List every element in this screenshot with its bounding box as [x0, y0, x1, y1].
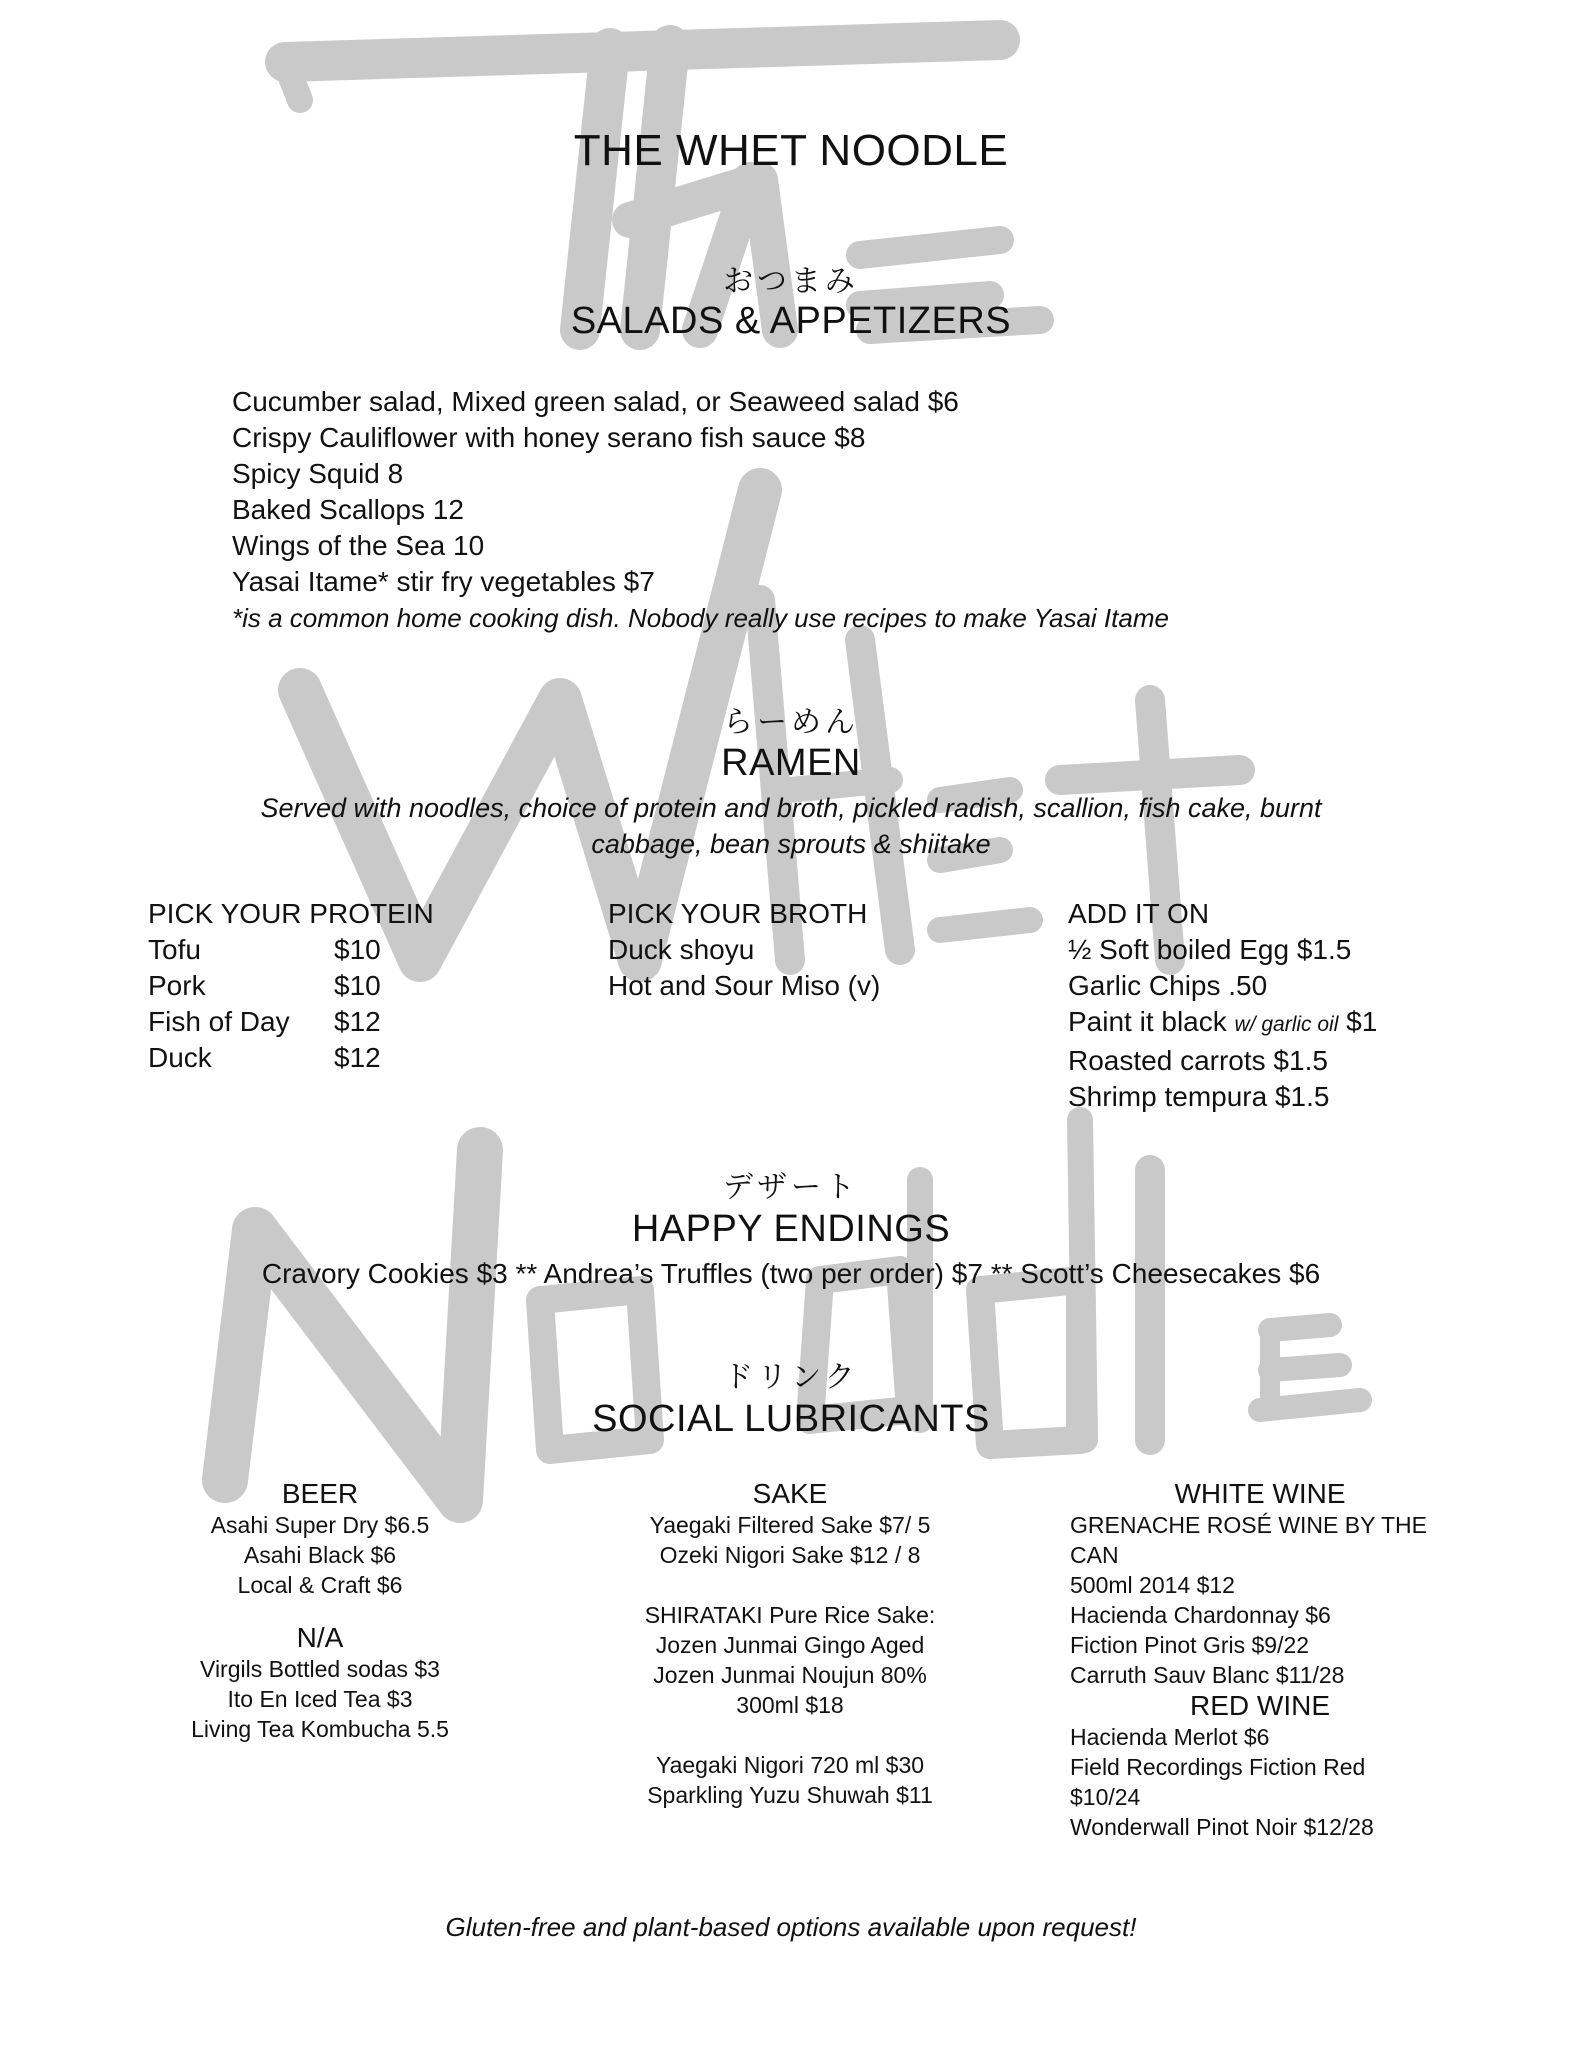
drinks-heading: SOCIAL LUBRICANTS	[592, 1398, 990, 1440]
protein-price: $10	[334, 970, 381, 1001]
red-wine-heading: RED WINE	[1190, 1690, 1330, 1721]
appetizer-item: Cucumber salad, Mixed green salad, or Seaweed salad $6	[232, 386, 959, 417]
white-wine-item: 500ml 2014 $12	[1070, 1572, 1235, 1598]
addon-item	[1068, 1004, 1528, 1043]
protein-row	[148, 968, 548, 1004]
sake-item: Sparkling Yuzu Shuwah $11	[647, 1782, 933, 1808]
wine-column	[1070, 1478, 1450, 1842]
protein-price: $10	[334, 934, 381, 965]
footer-note: Gluten-free and plant-based options available upon request!	[445, 1912, 1137, 1942]
ramen-heading: RAMEN	[721, 742, 861, 784]
appetizers-jp-heading: おつまみ	[723, 264, 859, 299]
addons-heading: ADD IT ON	[1068, 898, 1210, 929]
red-wine-item: $10/24	[1070, 1784, 1141, 1810]
sake-heading: SAKE	[752, 1478, 828, 1509]
sake-column	[610, 1478, 970, 1810]
broth-heading: PICK YOUR BROTH	[608, 898, 868, 929]
appetizer-item: Spicy Squid 8	[232, 458, 404, 489]
protein-row	[148, 932, 548, 968]
appetizer-item: Wings of the Sea 10	[232, 530, 485, 561]
protein-name: Duck	[148, 1042, 212, 1073]
dessert-jp-heading: デザート	[723, 1170, 859, 1205]
addon-item: ½ Soft boiled Egg $1.5	[1068, 934, 1352, 965]
protein-name: Pork	[148, 970, 206, 1001]
red-wine-item: Hacienda Merlot $6	[1070, 1724, 1270, 1750]
sake-item: 300ml $18	[736, 1692, 844, 1718]
broth-column	[608, 896, 1008, 1004]
addon-item-name: Paint it black	[1068, 1006, 1235, 1037]
appetizers-heading: SALADS & APPETIZERS	[570, 300, 1012, 342]
broth-item: Hot and Sour Miso (v)	[608, 970, 881, 1001]
protein-name: Fish of Day	[148, 1006, 290, 1037]
na-item: Ito En Iced Tea $3	[227, 1686, 413, 1712]
protein-row	[148, 1040, 548, 1076]
na-item: Virgils Bottled sodas $3	[200, 1656, 440, 1682]
protein-name: Tofu	[148, 934, 201, 965]
beer-heading: BEER	[281, 1478, 359, 1509]
na-heading: N/A	[296, 1622, 344, 1653]
protein-row	[148, 1004, 548, 1040]
white-wine-item: Fiction Pinot Gris $9/22	[1070, 1632, 1310, 1658]
na-item: Living Tea Kombucha 5.5	[191, 1716, 449, 1742]
addon-item: Shrimp tempura $1.5	[1068, 1081, 1330, 1112]
sake-item: Ozeki Nigori Sake $12 / 8	[659, 1542, 921, 1568]
red-wine-item: Wonderwall Pinot Noir $12/28	[1070, 1814, 1374, 1840]
white-wine-heading: WHITE WINE	[1174, 1478, 1346, 1509]
appetizers-list	[232, 384, 1169, 636]
appetizer-item: Yasai Itame* stir fry vegetables $7	[232, 566, 655, 597]
sake-spacer	[610, 1720, 970, 1750]
sake-item: Jozen Junmai Noujun 80%	[653, 1662, 927, 1688]
sake-item: Yaegaki Filtered Sake $7/ 5	[649, 1512, 931, 1538]
ramen-description-line1: Served with noodles, choice of protein and broth, pickled radish, scallion, fish cake, burnt	[260, 793, 1322, 823]
appetizer-footnote: *is a common home cooking dish. Nobody really use recipes to make Yasai Itame	[232, 603, 1169, 633]
white-wine-item: Carruth Sauv Blanc $11/28	[1070, 1662, 1345, 1688]
ramen-jp-heading: らーめん	[723, 705, 859, 740]
addon-item: Garlic Chips .50	[1068, 970, 1268, 1001]
sake-item: SHIRATAKI Pure Rice Sake:	[644, 1602, 936, 1628]
beer-item: Asahi Black $6	[243, 1542, 397, 1568]
protein-column	[148, 896, 548, 1076]
sake-item: Yaegaki Nigori 720 ml $30	[655, 1752, 925, 1778]
appetizer-item: Baked Scallops 12	[232, 494, 464, 525]
restaurant-title: THE WHET NOODLE	[573, 126, 1009, 175]
dessert-heading: HAPPY ENDINGS	[631, 1208, 951, 1250]
appetizer-item: Crispy Cauliflower with honey serano fish sauce $8	[232, 422, 866, 453]
protein-price: $12	[334, 1042, 381, 1073]
addon-item-price: $1	[1338, 1006, 1378, 1037]
ramen-description-line2: cabbage, bean sprouts & shiitake	[591, 829, 991, 859]
broth-item: Duck shoyu	[608, 934, 755, 965]
addons-column	[1068, 896, 1528, 1115]
dessert-line: Cravory Cookies $3 ** Andrea’s Truffles (two per order) $7 ** Scott’s Cheesecakes $6	[261, 1258, 1321, 1289]
white-wine-item: Hacienda Chardonnay $6	[1070, 1602, 1331, 1628]
addon-item-note: w/ garlic oil	[1234, 1013, 1339, 1036]
white-wine-item: GRENACHE ROSÉ WINE BY THE	[1070, 1512, 1427, 1538]
sake-item: Jozen Junmai Gingo Aged	[655, 1632, 925, 1658]
sake-spacer	[610, 1570, 970, 1600]
beer-column	[160, 1478, 480, 1744]
addon-item: Roasted carrots $1.5	[1068, 1045, 1328, 1076]
red-wine-item: Field Recordings Fiction Red	[1070, 1754, 1366, 1780]
beer-item: Local & Craft $6	[237, 1572, 403, 1598]
protein-price: $12	[334, 1006, 381, 1037]
drinks-jp-heading: ドリンク	[723, 1360, 859, 1395]
beer-item: Asahi Super Dry $6.5	[210, 1512, 430, 1538]
protein-heading: PICK YOUR PROTEIN	[148, 898, 434, 929]
white-wine-item: CAN	[1070, 1542, 1119, 1568]
